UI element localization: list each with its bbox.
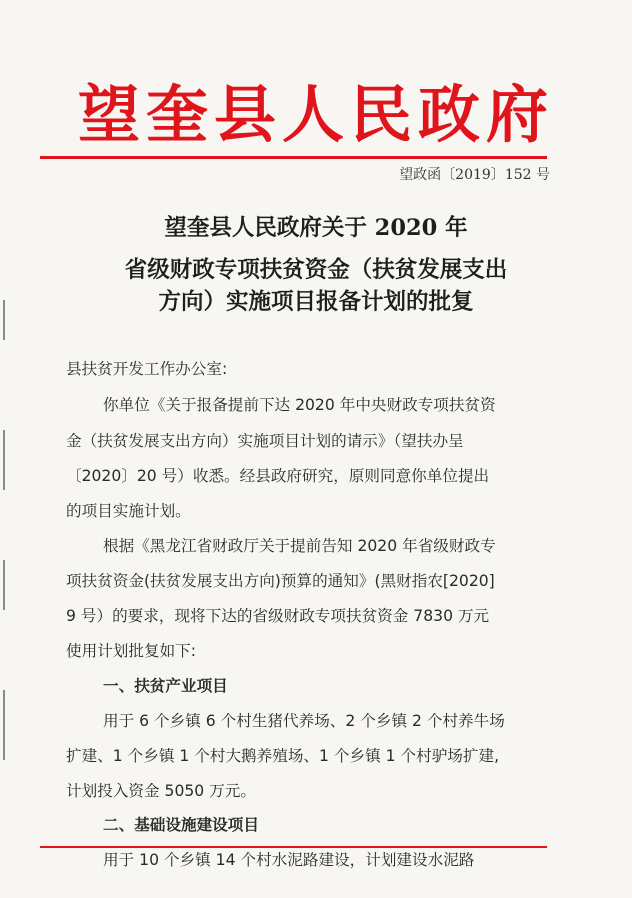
- masthead-red-rule: [40, 156, 547, 159]
- paragraph-1-line: 金（扶贫发展支出方向）实施项目计划的请示》（望扶办呈: [66, 432, 464, 450]
- paragraph-1-line: 你单位《关于报备提前下达 2020 年中央财政专项扶贫资: [103, 396, 496, 414]
- paragraph-1-line: 的项目实施计划。: [66, 502, 191, 520]
- section-heading-2: 二、基础设施建设项目: [103, 816, 259, 834]
- document-title-line-3: 方向）实施项目报备计划的批复: [158, 289, 474, 315]
- document-number: 望政函〔2019〕152 号: [399, 167, 550, 183]
- paragraph-1-line: 〔2020〕20 号）收悉。经县政府研究，原则同意你单位提出: [66, 467, 490, 485]
- salutation: 县扶贫开发工作办公室:: [66, 360, 228, 378]
- section-heading-1: 一、扶贫产业项目: [103, 677, 228, 695]
- document-title-line-2: 省级财政专项扶贫资金（扶贫发展支出: [124, 257, 508, 283]
- paragraph-2-line: 9 号）的要求，现将下达的省级财政专项扶贫资金 7830 万元: [66, 607, 490, 625]
- masthead: 望奎县人民政府: [77, 78, 554, 151]
- footer-red-rule: [40, 846, 547, 848]
- document-title-line-1: 望奎县人民政府关于 2020 年: [164, 215, 468, 241]
- paragraph-3-line: 计划投入资金 5050 万元。: [66, 782, 256, 800]
- paragraph-2-line: 使用计划批复如下:: [66, 642, 197, 660]
- paragraph-3-line: 用于 6 个乡镇 6 个村生猪代养场、2 个乡镇 2 个村养牛场: [103, 712, 505, 730]
- paragraph-2-line: 项扶贫资金(扶贫发展支出方向)预算的通知》(黑财指农[2020]: [66, 572, 495, 590]
- paragraph-4-line: 用于 10 个乡镇 14 个村水泥路建设，计划建设水泥路: [103, 851, 475, 869]
- paragraph-3-line: 扩建、1 个乡镇 1 个村大鹅养殖场、1 个乡镇 1 个村驴场扩建,: [66, 747, 500, 765]
- paragraph-2-line: 根据《黑龙江省财政厅关于提前告知 2020 年省级财政专: [103, 537, 496, 555]
- binding-margin-marks: [0, 0, 14, 898]
